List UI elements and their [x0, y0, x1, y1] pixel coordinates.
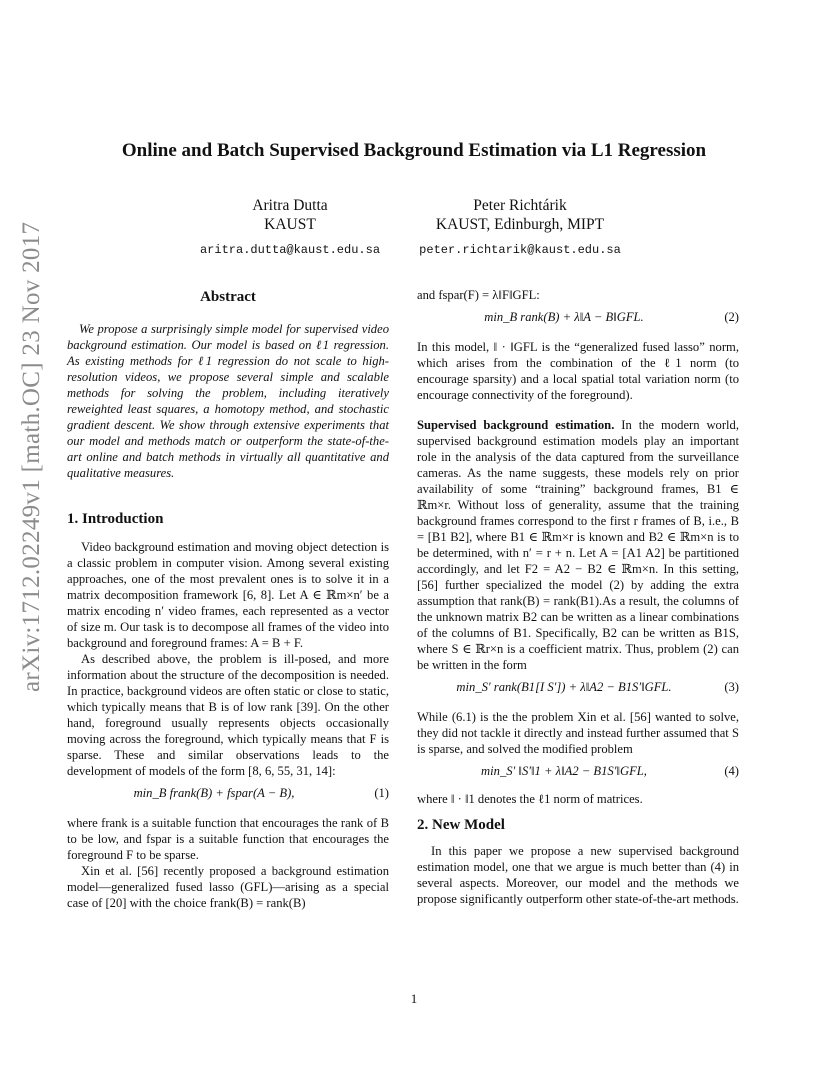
- author-1: [190, 196, 390, 260]
- left-column: [67, 287, 389, 911]
- section-heading-introduction: 1. Introduction: [67, 511, 164, 527]
- author-name: Aritra Dutta: [252, 197, 328, 214]
- paragraph: In this model, ‖ · ‖GFL is the “generalized fused lasso” norm, which arises from the combination of the ℓ1 norm (to encourage sparsity) and a local spatial total variation norm (to encourage connectivity of the foreground).: [417, 340, 739, 402]
- paragraph: where ‖ · ‖1 denotes the ℓ1 norm of matrices.: [417, 792, 643, 806]
- author-2: [410, 196, 630, 260]
- equation-text: min_B frank(B) + fspar(A − B),: [133, 786, 295, 800]
- abstract-text: We propose a surprisingly simple model for supervised video background estimation. Our model is based on ℓ1 regression. As existing methods for ℓ1 regression do not scale to high-resolution videos, we propose several simple and scalable methods for solving the problem, including iteratively reweighted least squares, a homotopy method, and stochastic gradient descent. We show through extensive experiments that our model and methods match or outperform the state-of-the-art online and batch methods in virtually all quantitative and qualitative measures.: [67, 322, 389, 480]
- equation-1: [67, 779, 389, 809]
- equation-text: min_S′ ‖S′‖1 + λ‖A2 − B1S′‖GFL,: [481, 764, 647, 778]
- author-affiliation: KAUST: [264, 216, 316, 233]
- equation-number: (3): [724, 680, 739, 694]
- section-heading-new-model: 2. New Model: [417, 817, 505, 833]
- equation-number: (2): [724, 310, 739, 324]
- paragraph-text: In the modern world, supervised background estimation models play an important role in the analysis of the data captured from the surveillance cameras. As the name suggests, these models rely on prior availability of some “training” background frames, B1 ∈ ℝm×r. Without loss of generality, assume that the training background frames correspond to the first r frames of B, i.e., B = [B1 B2], where B1 ∈ ℝm×r is known and B2 ∈ ℝm×n is to be determined, with n′ = r + n. Let A = [A1 A2] be partitioned accordingly, and let F2 = A2 − B2 ∈ ℝm×n. In this setting, [56] further specialized the model (2) by adding the extra assumption that rank(B) = rank(B1).As a result, the columns of the unknown matrix B2 can be written as a linear combinations of the columns of B1. Specifically, B2 can be written as B1S, where S ∈ ℝr×n is a coefficient matrix. Thus, problem (2) can be written in the form: [417, 418, 739, 672]
- author-affiliation: KAUST, Edinburgh, MIPT: [435, 216, 605, 233]
- arxiv-watermark: arXiv:1712.02249v1 [math.OC] 23 Nov 2017: [18, 221, 45, 692]
- intro-paragraph: Xin et al. [56] recently proposed a background estimation model—generalized fused lasso (GFL)—arising as a special case of [20] with the choice frank(B) = rank(B): [67, 864, 389, 910]
- equation-2: [417, 303, 739, 333]
- equation-4: [417, 757, 739, 787]
- right-column: [417, 287, 739, 907]
- equation-number: (4): [724, 764, 739, 778]
- intro-paragraph: Video background estimation and moving object detection is a classic problem in computer vision. Among several existing approaches, one of the most prevalent ones is to solve it in a matrix decomposition framework [6, 8]. Let A ∈ ℝm×n′ be a matrix encoding n′ video frames, each represented as a vector of size m. Our task is to decompose all frames of the video into background and foreground frames: A = B + F.: [67, 540, 389, 650]
- page-number: 1: [410, 991, 418, 1006]
- abstract-heading: Abstract: [200, 289, 256, 305]
- paper-title: Online and Batch Supervised Background Estimation via L1 Regression: [121, 140, 707, 161]
- author-email[interactable]: aritra.dutta@kaust.edu.sa: [199, 243, 381, 257]
- equation-3: [417, 673, 739, 703]
- paragraph: In this paper we propose a new supervised background estimation model, one that we argue is much better than (4) in several aspects. Moreover, our model and the methods we propose significantly outperform other state-of-the-art methods.: [417, 844, 739, 906]
- paragraph: and fspar(F) = λ‖F‖GFL:: [417, 288, 540, 302]
- equation-text: min_B rank(B) + λ‖A − B‖GFL.: [484, 310, 644, 324]
- author-name: Peter Richtárik: [473, 197, 567, 214]
- paragraph-runin-heading: Supervised background estimation.: [417, 418, 615, 432]
- intro-paragraph: where frank is a suitable function that encourages the rank of B to be low, and fspar is a suitable function that encourages the foreground F to be sparse.: [67, 816, 389, 862]
- paragraph: While (6.1) is the the problem Xin et al. [56] wanted to solve, they did not tackle it directly and instead further assumed that S is sparse, and solved the modified problem: [417, 710, 739, 756]
- supervised-paragraph: [417, 417, 739, 673]
- author-email[interactable]: peter.richtarik@kaust.edu.sa: [419, 243, 621, 257]
- equation-number: (1): [374, 786, 389, 800]
- equation-text: min_S′ rank(B1[I S′]) + λ‖A2 − B1S′‖GFL.: [456, 680, 672, 694]
- intro-paragraph: As described above, the problem is ill-posed, and more information about the structure of the decomposition is needed. In practice, background videos are often static or close to static, which typically means that B is of low rank [39]. On the other hand, foreground usually represents objects occasionally moving across the foreground, which typically means that F is sparse. These and similar observations leads to the development of models of the form [8, 6, 55, 31, 14]:: [67, 652, 389, 778]
